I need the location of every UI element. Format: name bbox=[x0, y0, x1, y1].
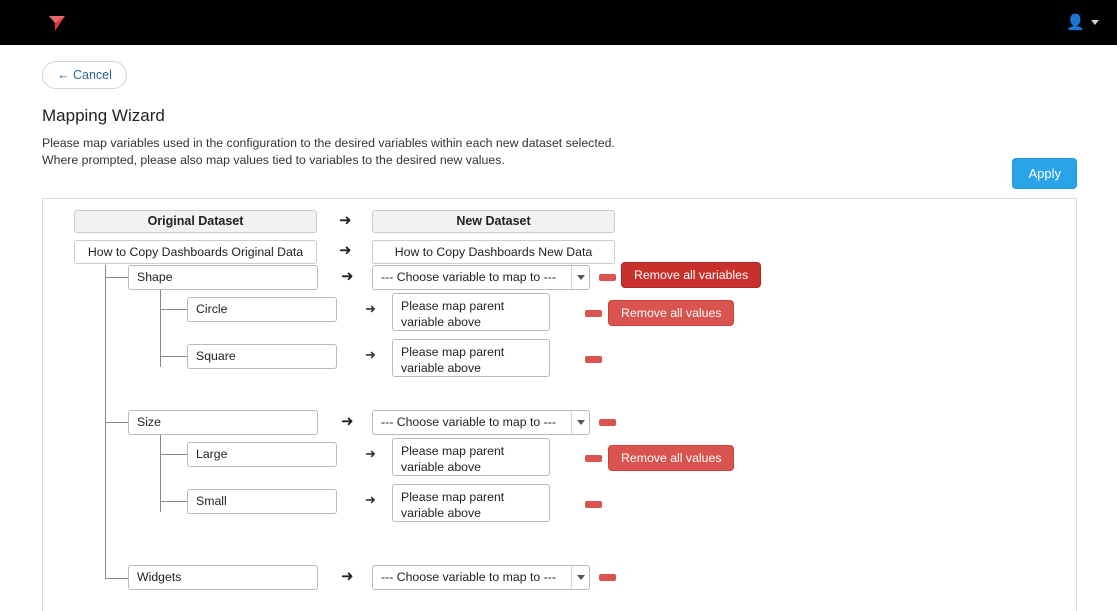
original-value-circle[interactable]: Circle bbox=[187, 297, 337, 322]
remove-variable-size-button[interactable] bbox=[599, 419, 616, 426]
arrow-icon-value-square: ➜ bbox=[365, 347, 376, 362]
remove-value-large-button[interactable] bbox=[585, 455, 602, 462]
mapping-panel bbox=[42, 198, 1077, 611]
page-description-line-1: Please map variables used in the configuration to the desired variables within each new dataset selected. bbox=[42, 136, 615, 150]
original-value-large[interactable]: Large bbox=[187, 442, 337, 467]
page-description-line-2: Where prompted, please also map values tied to variables to the desired new values. bbox=[42, 153, 505, 168]
variable-select-size-value: --- Choose variable to map to --- bbox=[381, 415, 556, 429]
page-title: Mapping Wizard bbox=[42, 106, 165, 125]
new-dataset-name: How to Copy Dashboards New Data bbox=[372, 240, 615, 264]
original-variable-widgets[interactable]: Widgets bbox=[128, 565, 318, 590]
tree-branch-line bbox=[105, 277, 128, 278]
chevron-down-icon bbox=[571, 411, 589, 434]
tree-branch-line bbox=[105, 578, 128, 579]
arrow-icon-value-circle: ➜ bbox=[365, 301, 376, 316]
original-dataset-header: Original Dataset bbox=[74, 210, 317, 233]
variable-select-size[interactable] bbox=[372, 410, 590, 435]
variable-select-shape[interactable] bbox=[372, 265, 590, 290]
cancel-button[interactable]: ← Cancel bbox=[42, 61, 127, 89]
brand-logo-icon[interactable] bbox=[44, 10, 70, 36]
tree-branch-line bbox=[160, 501, 187, 502]
remove-variable-shape-button[interactable] bbox=[599, 274, 616, 281]
user-menu[interactable] bbox=[1066, 15, 1099, 30]
new-dataset-header: New Dataset bbox=[372, 210, 615, 233]
original-variable-shape[interactable]: Shape bbox=[128, 265, 318, 290]
value-message-square: Please map parent variable above bbox=[392, 339, 550, 377]
variable-select-widgets[interactable] bbox=[372, 565, 590, 590]
remove-variable-widgets-button[interactable] bbox=[599, 574, 616, 581]
value-message-circle: Please map parent variable above bbox=[392, 293, 550, 331]
value-message-small: Please map parent variable above bbox=[392, 484, 550, 522]
variable-select-shape-value: --- Choose variable to map to --- bbox=[381, 270, 556, 284]
remove-all-values-size-button[interactable]: Remove all values bbox=[608, 445, 734, 471]
original-value-small[interactable]: Small bbox=[187, 489, 337, 514]
arrow-icon-variable-widgets: ➜ bbox=[341, 568, 354, 585]
variable-select-widgets-value: --- Choose variable to map to --- bbox=[381, 570, 556, 584]
arrow-icon-value-large: ➜ bbox=[365, 446, 376, 461]
user-icon: 👤 bbox=[1066, 14, 1085, 31]
tree-branch-line bbox=[160, 309, 187, 310]
page-body bbox=[0, 45, 1117, 181]
arrow-icon-value-small: ➜ bbox=[365, 492, 376, 507]
value-message-large: Please map parent variable above bbox=[392, 438, 550, 476]
page-description bbox=[42, 135, 802, 170]
arrow-icon-header: ➜ bbox=[339, 212, 352, 229]
apply-button[interactable]: Apply bbox=[1012, 158, 1077, 189]
remove-all-variables-button[interactable]: Remove all variables bbox=[621, 262, 761, 288]
chevron-down-icon bbox=[571, 266, 589, 289]
chevron-down-icon bbox=[571, 566, 589, 589]
remove-value-circle-button[interactable] bbox=[585, 310, 602, 317]
tree-branch-line bbox=[160, 454, 187, 455]
remove-all-values-shape-button[interactable]: Remove all values bbox=[608, 300, 734, 326]
arrow-icon-variable-size: ➜ bbox=[341, 413, 354, 430]
remove-value-square-button[interactable] bbox=[585, 356, 602, 363]
tree-branch-line bbox=[105, 422, 128, 423]
remove-value-small-button[interactable] bbox=[585, 501, 602, 508]
chevron-down-icon bbox=[1091, 20, 1099, 25]
original-variable-size[interactable]: Size bbox=[128, 410, 318, 435]
original-dataset-name: How to Copy Dashboards Original Data bbox=[74, 240, 317, 264]
arrow-icon-dataset: ➜ bbox=[339, 242, 352, 259]
top-navbar bbox=[0, 0, 1117, 45]
original-value-square[interactable]: Square bbox=[187, 344, 337, 369]
tree-branch-line bbox=[160, 356, 187, 357]
arrow-icon-variable-shape: ➜ bbox=[341, 268, 354, 285]
